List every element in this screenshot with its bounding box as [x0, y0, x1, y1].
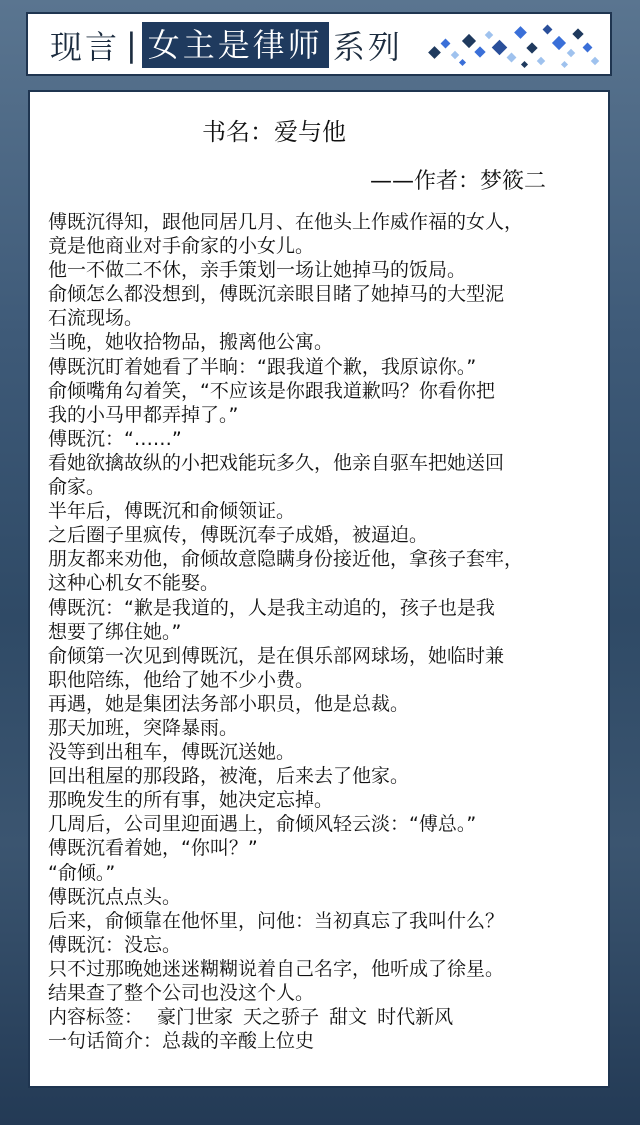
- synopsis-line: 没等到出租车，傅既沉送她。: [48, 741, 296, 764]
- synopsis-line: 看她欲擒故纵的小把戏能玩多久，他亲自驱车把她送回: [48, 451, 505, 474]
- pixel-decoration-icon: [424, 18, 604, 74]
- pixel-square: [492, 40, 508, 56]
- synopsis-line: 回出租屋的那段路，被淹，后来去了他家。: [48, 765, 410, 788]
- book-title: 书名：爱与他: [202, 118, 346, 146]
- synopsis-line: 傅既沉点点头。: [48, 885, 182, 908]
- synopsis-line: “俞倾。”: [48, 861, 116, 884]
- content-tags: [48, 1005, 600, 1029]
- synopsis-line: 俞倾怎么都没想到，傅既沉亲眼目睹了她掉马的大型泥: [48, 283, 505, 306]
- synopsis-line: 我的小马甲都弄掉了。”: [48, 403, 239, 426]
- series-suffix: 系列: [332, 28, 403, 66]
- one-line-summary: 一句话简介：总裁的辛酸上位史: [48, 1030, 315, 1053]
- synopsis-line: 再遇，她是集团法务部小职员，他是总裁。: [48, 692, 410, 715]
- synopsis-line: 傅既沉：“……”: [48, 427, 182, 450]
- synopsis-line: 那天加班，突降暴雨。: [48, 716, 239, 739]
- pixel-square: [526, 42, 537, 53]
- series-prefix: 现言: [50, 28, 121, 66]
- synopsis-line: 朋友都来劝他，俞倾故意隐瞒身份接近他，拿孩子套牢，: [48, 548, 524, 571]
- tag-item: 时代新风: [377, 1006, 454, 1029]
- synopsis-line: 职他陪练，他给了她不少小费。: [48, 668, 315, 691]
- synopsis: [48, 210, 600, 1053]
- pixel-square: [543, 25, 553, 35]
- synopsis-line: 竟是他商业对手俞家的小女儿。: [48, 235, 315, 258]
- synopsis-line: 结果查了整个公司也没这个人。: [48, 982, 315, 1004]
- synopsis-line: 之后圈子里疯传，傅既沉奉子成婚，被逼迫。: [48, 524, 429, 547]
- synopsis-line: 当晚，她收拾物品，搬离他公寓。: [48, 331, 334, 354]
- pixel-square: [552, 36, 566, 50]
- synopsis-line: 俞倾嘴角勾着笑，“不应该是你跟我道歉吗？你看你把: [48, 379, 495, 402]
- pixel-square: [583, 43, 593, 53]
- pixel-square: [507, 53, 517, 63]
- synopsis-line: 几周后，公司里迎面遇上，俞倾风轻云淡：“傅总。”: [48, 813, 477, 836]
- pixel-square: [521, 61, 528, 68]
- synopsis-line: 傅既沉得知，跟他同居几月、在他头上作威作福的女人，: [48, 211, 524, 233]
- pixel-square: [474, 46, 485, 57]
- pixel-square: [462, 34, 476, 48]
- synopsis-line: 他一不做二不休，亲手策划一场让她掉马的饭局。: [48, 259, 467, 282]
- series-highlight: 女主是律师: [142, 22, 329, 68]
- content-panel: [28, 90, 610, 1088]
- synopsis-line: 石流现场。: [48, 307, 144, 330]
- pixel-square: [537, 57, 545, 65]
- synopsis-line: 傅既沉：没忘。: [48, 933, 182, 956]
- synopsis-line: 傅既沉盯着她看了半晌：“跟我道个歉，我原谅你。”: [48, 355, 477, 378]
- synopsis-line: 半年后，傅既沉和俞倾领证。: [48, 500, 296, 523]
- pixel-square: [485, 31, 493, 39]
- synopsis-line: 这种心机女不能娶。: [48, 572, 220, 595]
- tag-item: 豪门世家: [157, 1006, 234, 1029]
- pixel-square: [591, 57, 599, 65]
- synopsis-line: 后来，俞倾靠在他怀里，问他：当初真忘了我叫什么？: [48, 909, 505, 932]
- pixel-square: [451, 51, 459, 59]
- pixel-square: [572, 28, 583, 39]
- tag-item: 天之骄子: [243, 1006, 320, 1029]
- pixel-square: [514, 26, 527, 39]
- pixel-square: [428, 46, 441, 59]
- synopsis-line: 俞倾第一次见到傅既沉，是在俱乐部网球场，她临时兼: [48, 644, 505, 667]
- synopsis-line: 只不过那晚她迷迷糊糊说着自己名字，他听成了徐星。: [48, 957, 505, 980]
- series-header: [26, 12, 612, 76]
- tag-item: 甜文: [329, 1006, 368, 1029]
- synopsis-line: 傅既沉：“歉是我道的，人是我主动追的，孩子也是我: [48, 596, 495, 619]
- series-separator: |: [126, 26, 140, 64]
- synopsis-line: 那晚发生的所有事，她决定忘掉。: [48, 789, 334, 812]
- tags-label: 内容标签：: [48, 1006, 144, 1029]
- pixel-square: [459, 59, 466, 66]
- synopsis-line: 想要了绑住她。”: [48, 620, 182, 643]
- pixel-square: [567, 49, 575, 57]
- pixel-square: [561, 61, 568, 68]
- book-author: ——作者：梦筱二: [369, 169, 546, 194]
- synopsis-line: 俞家。: [48, 476, 106, 499]
- synopsis-line: 傅既沉看着她，“你叫？”: [48, 837, 258, 860]
- pixel-square: [441, 39, 451, 49]
- series-title: [50, 22, 403, 68]
